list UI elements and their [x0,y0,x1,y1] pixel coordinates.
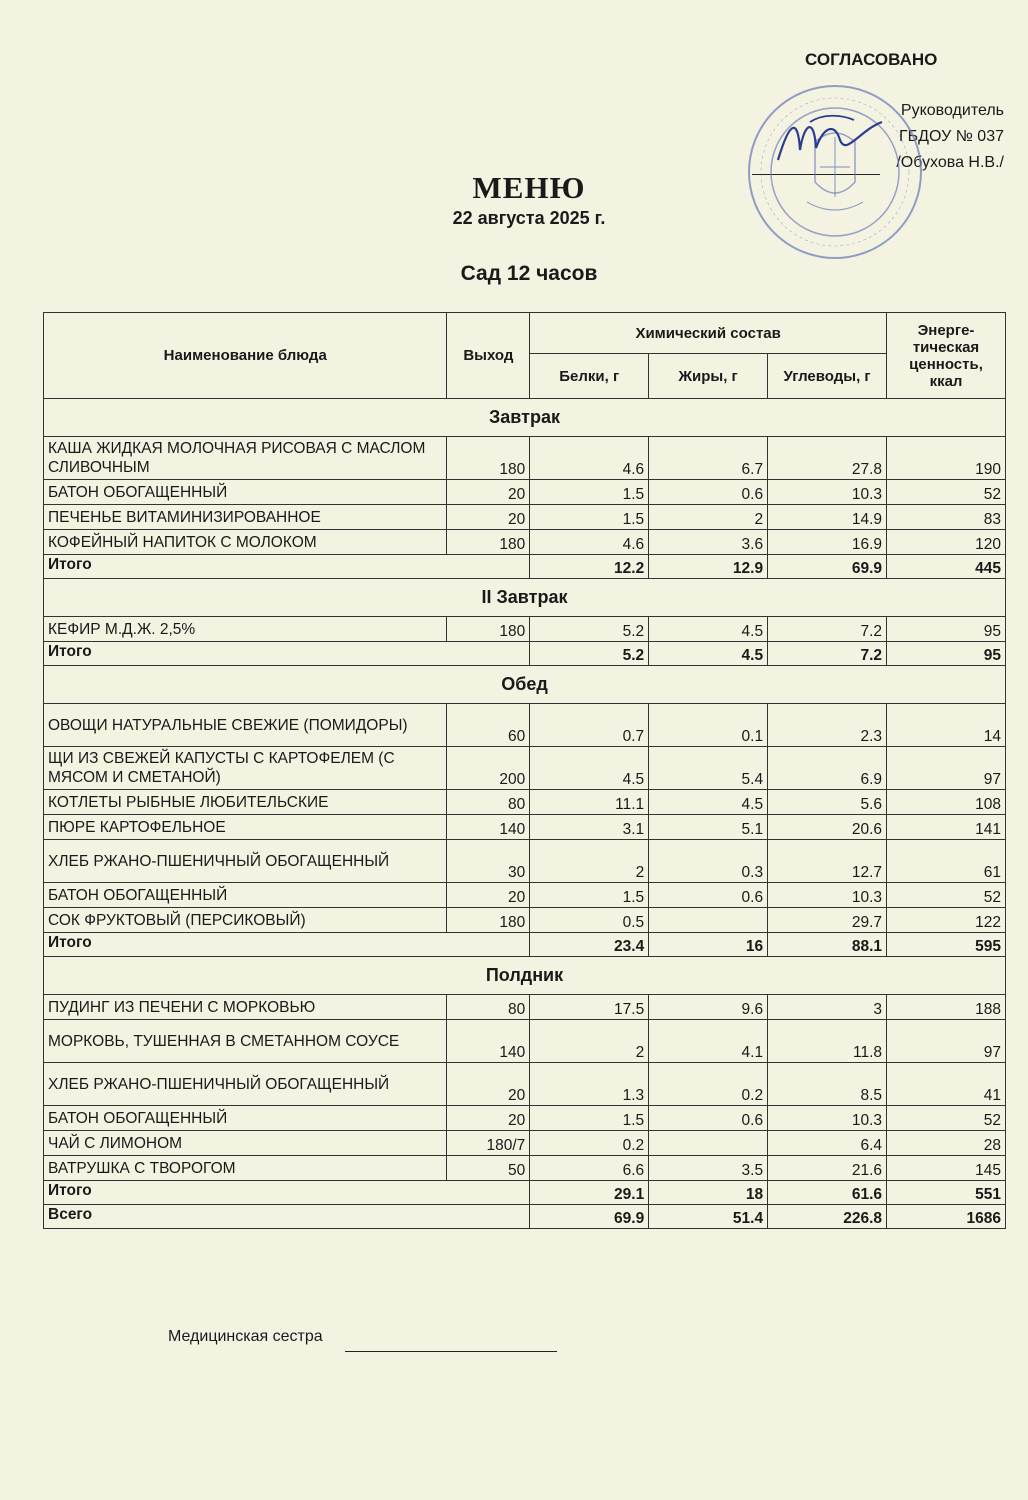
total-label: Итого [44,642,530,666]
stamp-icon [745,82,925,262]
approval-signatory: /Обухова Н.В./ [896,154,1004,171]
dish-fat: 5.4 [649,747,768,790]
dish-carbs: 5.6 [768,790,887,815]
dish-protein: 17.5 [530,995,649,1020]
table-row [44,1020,1006,1063]
dish-output: 50 [447,1156,530,1181]
dish-energy: 41 [887,1063,1006,1106]
dish-carbs: 14.9 [768,505,887,530]
dish-name: БАТОН ОБОГАЩЕННЫЙ [44,883,447,908]
dish-protein: 2 [530,1020,649,1063]
dish-fat: 0.1 [649,704,768,747]
table-row [44,747,1006,790]
dish-fat: 0.6 [649,883,768,908]
dish-protein: 5.2 [530,617,649,642]
total-label: Итого [44,1181,530,1205]
header-carbs: Углеводы, г [768,354,887,399]
table-row [44,530,1006,555]
table-row [44,840,1006,883]
dish-name: ПУДИНГ ИЗ ПЕЧЕНИ С МОРКОВЬЮ [44,995,447,1020]
dish-fat: 0.6 [649,480,768,505]
total-row [44,555,1006,579]
dish-name: БАТОН ОБОГАЩЕННЫЙ [44,1106,447,1131]
total-carbs: 7.2 [768,642,887,666]
total-energy: 95 [887,642,1006,666]
dish-name: ХЛЕБ РЖАНО-ПШЕНИЧНЫЙ ОБОГАЩЕННЫЙ [44,840,447,883]
dish-energy: 108 [887,790,1006,815]
dish-carbs: 16.9 [768,530,887,555]
dish-name: БАТОН ОБОГАЩЕННЫЙ [44,480,447,505]
table-row [44,505,1006,530]
section-row [44,579,1006,617]
section-row [44,666,1006,704]
dish-output: 20 [447,1106,530,1131]
table-row [44,1156,1006,1181]
dish-protein: 1.5 [530,883,649,908]
total-energy: 595 [887,933,1006,957]
header-protein: Белки, г [530,354,649,399]
dish-energy: 97 [887,1020,1006,1063]
dish-protein: 1.3 [530,1063,649,1106]
total-fat: 4.5 [649,642,768,666]
total-protein: 29.1 [530,1181,649,1205]
nurse-label: Медицинская сестра [168,1328,323,1345]
dish-protein: 4.5 [530,747,649,790]
dish-fat: 4.5 [649,790,768,815]
total-energy: 551 [887,1181,1006,1205]
header-chemical: Химический состав [530,313,887,354]
grand-total-energy: 1686 [887,1205,1006,1229]
dish-energy: 188 [887,995,1006,1020]
dish-protein: 1.5 [530,505,649,530]
header-fat: Жиры, г [649,354,768,399]
dish-energy: 14 [887,704,1006,747]
dish-carbs: 6.9 [768,747,887,790]
dish-energy: 28 [887,1131,1006,1156]
dish-output: 180 [447,530,530,555]
dish-carbs: 8.5 [768,1063,887,1106]
nurse-signature-line [345,1351,557,1352]
approval-heading: СОГЛАСОВАНО [805,50,938,69]
dish-fat: 0.3 [649,840,768,883]
dish-carbs: 10.3 [768,1106,887,1131]
dish-name: КОФЕЙНЫЙ НАПИТОК С МОЛОКОМ [44,530,447,555]
total-protein: 12.2 [530,555,649,579]
dish-fat [649,908,768,933]
table-row [44,995,1006,1020]
section-title: Обед [44,666,1006,704]
dish-output: 60 [447,704,530,747]
dish-protein: 6.6 [530,1156,649,1181]
dish-carbs: 10.3 [768,883,887,908]
section-row [44,957,1006,995]
dish-carbs: 29.7 [768,908,887,933]
table-row [44,1106,1006,1131]
dish-name: КОТЛЕТЫ РЫБНЫЕ ЛЮБИТЕЛЬСКИЕ [44,790,447,815]
dish-energy: 120 [887,530,1006,555]
total-protein: 5.2 [530,642,649,666]
approval-organization: ГБДОУ № 037 [898,128,1004,145]
section-title: II Завтрак [44,579,1006,617]
header-energy: Энерге-тическая ценность, ккал [887,313,1006,399]
grand-total-row [44,1205,1006,1229]
header-name: Наименование блюда [44,313,447,399]
dish-protein: 11.1 [530,790,649,815]
dish-output: 20 [447,1063,530,1106]
dish-output: 80 [447,790,530,815]
dish-fat: 6.7 [649,437,768,480]
total-label: Итого [44,933,530,957]
dish-fat: 0.6 [649,1106,768,1131]
dish-fat: 4.5 [649,617,768,642]
total-carbs: 88.1 [768,933,887,957]
dish-protein: 1.5 [530,1106,649,1131]
dish-protein: 0.2 [530,1131,649,1156]
dish-output: 180 [447,908,530,933]
dish-output: 180 [447,617,530,642]
dish-name: ПЕЧЕНЬЕ ВИТАМИНИЗИРОВАННОЕ [44,505,447,530]
total-fat: 16 [649,933,768,957]
total-energy: 445 [887,555,1006,579]
dish-fat: 0.2 [649,1063,768,1106]
dish-energy: 145 [887,1156,1006,1181]
dish-energy: 52 [887,1106,1006,1131]
table-row [44,790,1006,815]
menu-subtitle: Сад 12 часов [460,262,598,285]
dish-energy: 52 [887,480,1006,505]
dish-energy: 52 [887,883,1006,908]
dish-name: ОВОЩИ НАТУРАЛЬНЫЕ СВЕЖИЕ (ПОМИДОРЫ) [44,704,447,747]
menu-table [43,312,1006,1229]
dish-name: ПЮРЕ КАРТОФЕЛЬНОЕ [44,815,447,840]
dish-protein: 1.5 [530,480,649,505]
table-row [44,480,1006,505]
table-row [44,1131,1006,1156]
dish-output: 180/7 [447,1131,530,1156]
menu-table-body [44,399,1006,1229]
grand-total-protein: 69.9 [530,1205,649,1229]
dish-output: 180 [447,437,530,480]
grand-total-fat: 51.4 [649,1205,768,1229]
dish-energy: 97 [887,747,1006,790]
dish-protein: 4.6 [530,530,649,555]
table-row [44,883,1006,908]
dish-name: ВАТРУШКА С ТВОРОГОМ [44,1156,447,1181]
dish-fat: 9.6 [649,995,768,1020]
dish-output: 200 [447,747,530,790]
dish-protein: 0.7 [530,704,649,747]
dish-fat: 2 [649,505,768,530]
table-row [44,908,1006,933]
page-title: МЕНЮ [472,170,586,205]
dish-carbs: 3 [768,995,887,1020]
dish-carbs: 20.6 [768,815,887,840]
total-row [44,1181,1006,1205]
total-row [44,933,1006,957]
section-title: Завтрак [44,399,1006,437]
total-fat: 18 [649,1181,768,1205]
table-row [44,617,1006,642]
dish-output: 20 [447,505,530,530]
menu-date: 22 августа 2025 г. [452,208,606,228]
section-row [44,399,1006,437]
grand-total-carbs: 226.8 [768,1205,887,1229]
dish-output: 80 [447,995,530,1020]
dish-protein: 3.1 [530,815,649,840]
dish-energy: 83 [887,505,1006,530]
dish-fat [649,1131,768,1156]
total-label: Итого [44,555,530,579]
dish-name: МОРКОВЬ, ТУШЕННАЯ В СМЕТАННОМ СОУСЕ [44,1020,447,1063]
dish-name: ЩИ ИЗ СВЕЖЕЙ КАПУСТЫ С КАРТОФЕЛЕМ (С МЯСОМ И СМЕТАНОЙ) [44,747,447,790]
total-protein: 23.4 [530,933,649,957]
dish-carbs: 2.3 [768,704,887,747]
table-row [44,815,1006,840]
table-row [44,704,1006,747]
dish-name: СОК ФРУКТОВЫЙ (ПЕРСИКОВЫЙ) [44,908,447,933]
dish-fat: 3.5 [649,1156,768,1181]
dish-energy: 61 [887,840,1006,883]
dish-carbs: 21.6 [768,1156,887,1181]
dish-carbs: 12.7 [768,840,887,883]
dish-output: 30 [447,840,530,883]
total-row [44,642,1006,666]
total-carbs: 61.6 [768,1181,887,1205]
total-fat: 12.9 [649,555,768,579]
dish-name: КЕФИР М.Д.Ж. 2,5% [44,617,447,642]
signature-icon [770,110,890,170]
dish-carbs: 6.4 [768,1131,887,1156]
section-title: Полдник [44,957,1006,995]
dish-carbs: 11.8 [768,1020,887,1063]
dish-output: 140 [447,1020,530,1063]
approval-position: Руководитель [900,102,1004,119]
dish-energy: 141 [887,815,1006,840]
dish-energy: 122 [887,908,1006,933]
header-output: Выход [447,313,530,399]
dish-fat: 4.1 [649,1020,768,1063]
dish-protein: 4.6 [530,437,649,480]
dish-name: ХЛЕБ РЖАНО-ПШЕНИЧНЫЙ ОБОГАЩЕННЫЙ [44,1063,447,1106]
dish-output: 20 [447,883,530,908]
dish-carbs: 10.3 [768,480,887,505]
grand-total-label: Всего [44,1205,530,1229]
dish-name: ЧАЙ С ЛИМОНОМ [44,1131,447,1156]
dish-fat: 3.6 [649,530,768,555]
dish-protein: 2 [530,840,649,883]
dish-protein: 0.5 [530,908,649,933]
dish-output: 20 [447,480,530,505]
table-row [44,437,1006,480]
total-carbs: 69.9 [768,555,887,579]
dish-energy: 190 [887,437,1006,480]
table-row [44,1063,1006,1106]
dish-energy: 95 [887,617,1006,642]
dish-fat: 5.1 [649,815,768,840]
dish-name: КАША ЖИДКАЯ МОЛОЧНАЯ РИСОВАЯ С МАСЛОМ СЛИВОЧНЫМ [44,437,447,480]
dish-carbs: 7.2 [768,617,887,642]
dish-carbs: 27.8 [768,437,887,480]
dish-output: 140 [447,815,530,840]
